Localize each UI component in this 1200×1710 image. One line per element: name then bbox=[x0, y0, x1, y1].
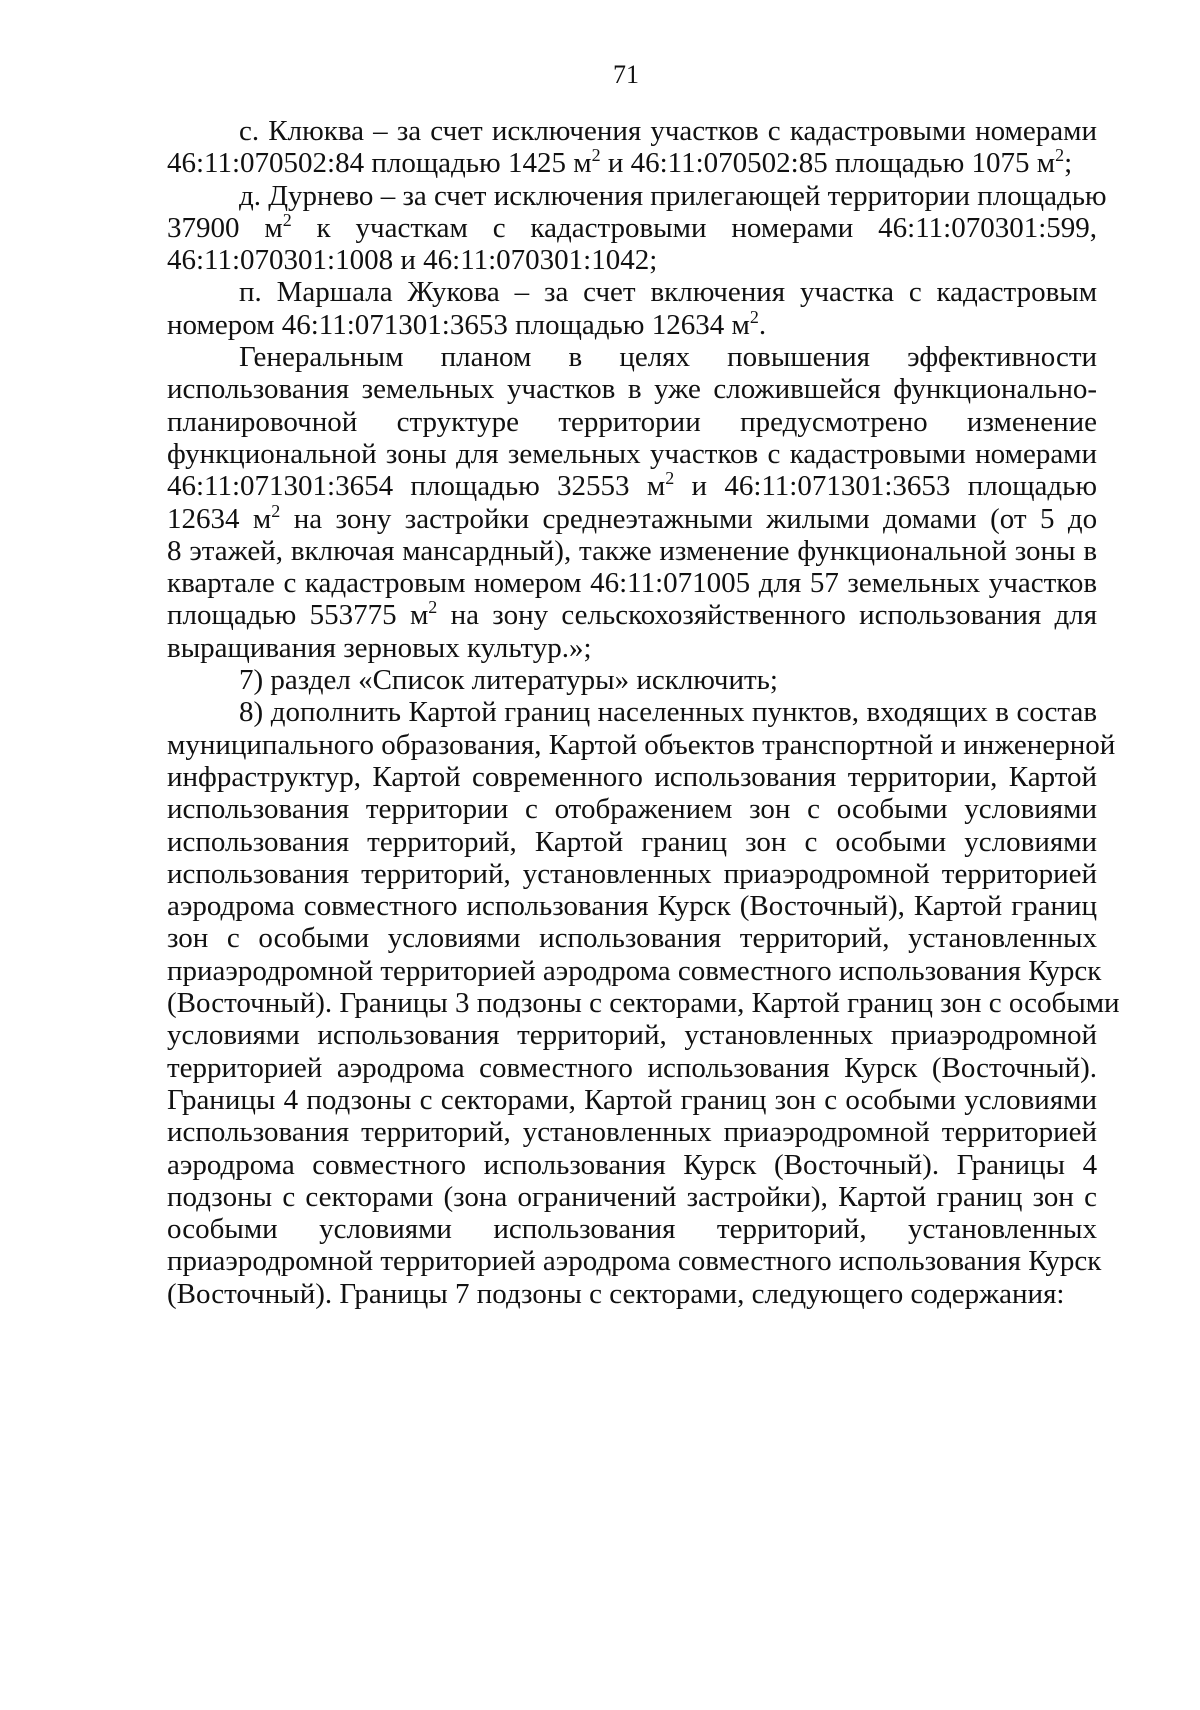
text-line: территорией аэродрома совместного использования Курск (Восточный). bbox=[167, 1051, 1098, 1084]
text-line: особыми условиями использования территорий, установленных bbox=[167, 1213, 1097, 1246]
text-line: использования территорий, установленных приаэродромной территорией bbox=[167, 1116, 1098, 1149]
text-line: (Восточный). Границы 7 подзоны с секторами, следующего содержания: bbox=[167, 1277, 1065, 1310]
text-line: с. Клюква – за счет исключения участков с кадастровыми номерами bbox=[239, 115, 1097, 147]
text-line: 46:11:070301:1008 и 46:11:070301:1042; bbox=[167, 244, 658, 277]
text-line: Границы 4 подзоны с секторами, Картой границ зон с особыми условиями bbox=[167, 1083, 1098, 1116]
text-line: 37900 $м^2$ к участкам с кадастровыми номерами 46:11:070301:599, bbox=[167, 209, 1098, 244]
text-line: 8 этажей, включая мансардный), также изменение функциональной зоны в bbox=[167, 534, 1098, 567]
text-line: 12634 $м^2$ на зону застройки среднеэтажными жилыми домами (от 5 до bbox=[167, 500, 1098, 535]
text-line: инфраструктур, Картой современного использования территории, Картой bbox=[167, 760, 1098, 793]
text-line: Генеральным планом в целях повышения эффективности bbox=[239, 341, 1098, 374]
text-line: аэродрома совместного использования Курск (Восточный), Картой границ bbox=[167, 890, 1098, 923]
text-line: зон с особыми условиями использования территорий, установленных bbox=[167, 922, 1098, 955]
text-line: 46:11:071301:3654 площадью 32553 $м^2$ и 46:11:071301:3653 площадью bbox=[167, 468, 1098, 503]
text-line: планировочной структуре территории предусмотрено изменение bbox=[167, 405, 1098, 438]
text-line: использования территорий, Картой границ зон с особыми условиями bbox=[167, 825, 1098, 858]
text-line: (Восточный). Границы 3 подзоны с секторами, Картой границ зон с особыми bbox=[167, 987, 1120, 1020]
text-line: п. Маршала Жукова – за счет включения участка с кадастровым bbox=[239, 276, 1098, 309]
text-line: использования территорий, установленных приаэродромной территорией bbox=[167, 857, 1098, 890]
text-line: квартале с кадастровым номером 46:11:071005 для 57 земельных участков bbox=[167, 567, 1098, 600]
text-line: д. Дурнево – за счет исключения прилегающей территории площадью bbox=[239, 179, 1107, 212]
text-line: использования территории с отображением зон с особыми условиями bbox=[167, 793, 1097, 826]
text-line: функциональной зоны для земельных участков с кадастровыми номерами bbox=[167, 437, 1098, 470]
text-line: выращивания зерновых культур.»; bbox=[167, 631, 592, 664]
text-line: использования земельных участков в уже сложившейся функционально- bbox=[167, 373, 1098, 406]
text-line: 7) раздел «Список литературы» исключить; bbox=[239, 664, 778, 697]
text-line: номером 46:11:071301:3653 площадью 12634 $м^2$. bbox=[167, 306, 767, 341]
text-line: площадью 553775 $м^2$ на зону сельскохозяйственного использования для bbox=[167, 597, 1098, 632]
text-line: аэродрома совместного использования Курск (Восточный). Границы 4 bbox=[167, 1148, 1098, 1181]
page-number: 71 bbox=[613, 60, 639, 89]
text-line: приаэродромной территорией аэродрома совместного использования Курск bbox=[167, 954, 1102, 987]
text-line: 46:11:070502:84 площадью 1425 $м^2$ и 46:11:070502:85 площадью 1075 $м^2$; bbox=[167, 145, 1073, 180]
text-line: условиями использования территорий, установленных приаэродромной bbox=[167, 1019, 1098, 1052]
text-line: муниципального образования, Картой объектов транспортной и инженерной bbox=[167, 728, 1116, 761]
document-body bbox=[167, 115, 1120, 1310]
text-line: подзоны с секторами (зона ограничений застройки), Картой границ зон с bbox=[167, 1180, 1097, 1213]
text-line: 8) дополнить Картой границ населенных пунктов, входящих в состав bbox=[239, 696, 1098, 729]
text-line: приаэродромной территорией аэродрома совместного использования Курск bbox=[167, 1245, 1102, 1278]
